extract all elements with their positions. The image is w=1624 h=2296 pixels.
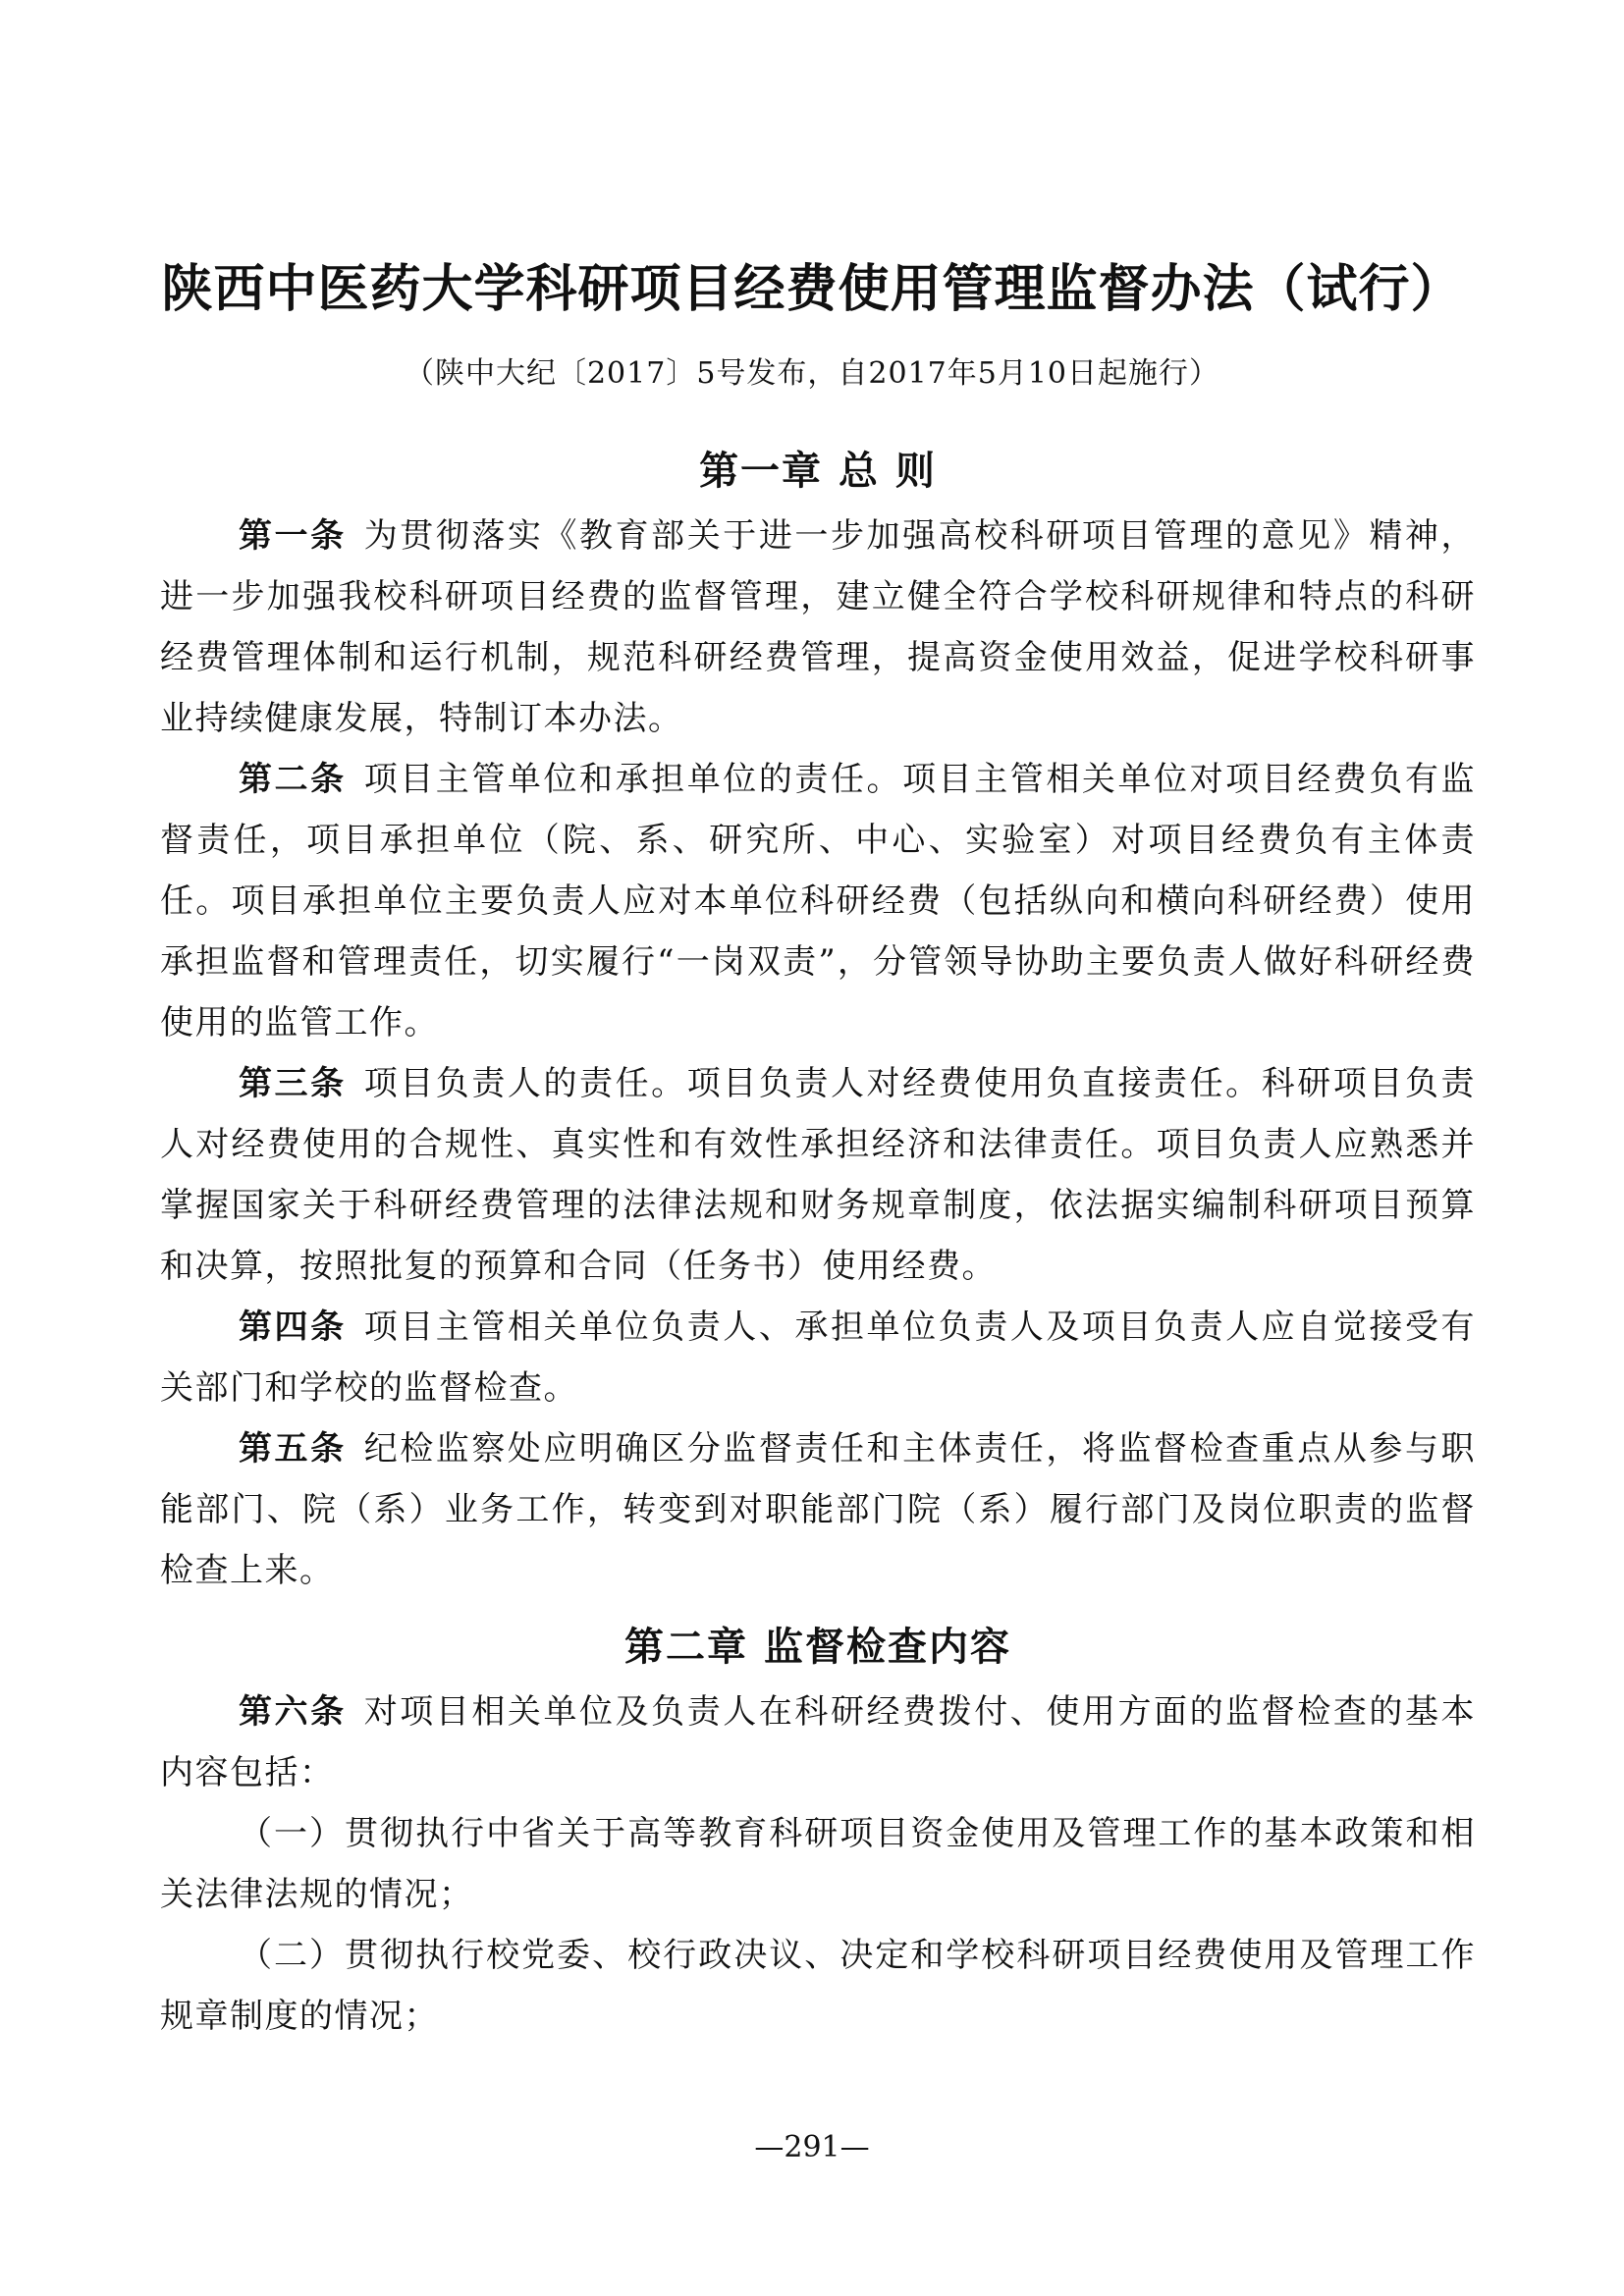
article-3-text: 项目负责人的责任。项目负责人对经费使用负直接责任。科研项目负责人对经费使用的合规性、真实性和有效性承担经济和法律责任。项目负责人应熟悉并掌握国家关于科研经费管理的法律法规和财务规章制度，依法据实编制科研项目预算和决算，按照批复的预算和合同（任务书）使用经费。 <box>160 1064 1477 1286</box>
article-5-label: 第五条 <box>239 1429 347 1468</box>
page-number: —291— <box>754 2130 870 2164</box>
article-6 <box>160 1682 1476 1803</box>
document-body <box>160 437 1476 2047</box>
article-2-label: 第二条 <box>239 760 347 799</box>
article-4-text: 项目主管相关单位负责人、承担单位负责人及项目负责人应自觉接受有关部门和学校的监督检查。 <box>160 1308 1477 1408</box>
article-1-label: 第一条 <box>239 516 347 556</box>
article-2-text: 项目主管单位和承担单位的责任。项目主管相关单位对项目经费负有监督责任，项目承担单位（院、系、研究所、中心、实验室）对项目经费负有主体责任。项目承担单位主要负责人应对本单位科研经费（包括纵向和横向科研经费）使用承担监督和管理责任，切实履行“一岗双责”，分管领导协助主要负责人做好科研经费使用的监管工作。 <box>160 760 1477 1042</box>
chapter-1-heading: 第一章 总 则 <box>699 449 937 494</box>
chapter-2-heading: 第二章 监督检查内容 <box>624 1625 1011 1670</box>
document-subtitle: （陕中大纪〔2017〕5号发布，自2017年5月10日起施行） <box>404 356 1220 391</box>
article-4-label: 第四条 <box>239 1308 347 1347</box>
list-item: （二）贯彻执行校党委、校行政决议、决定和学校科研项目经费使用及管理工作规章制度的情况； <box>160 1936 1476 2036</box>
article-1-text: 为贯彻落实《教育部关于进一步加强高校科研项目管理的意见》精神，进一步加强我校科研项目经费的监督管理，建立健全符合学校科研规律和特点的科研经费管理体制和运行机制，规范科研经费管理，提高资金使用效益，促进学校科研事业持续健康发展，特制订本办法。 <box>160 516 1477 738</box>
document-title: 陕西中医药大学科研项目经费使用管理监督办法（试行） <box>161 260 1463 319</box>
article-3 <box>160 1053 1476 1297</box>
article-6-text: 对项目相关单位及负责人在科研经费拨付、使用方面的监督检查的基本内容包括： <box>160 1692 1477 1792</box>
article-2 <box>160 749 1476 1053</box>
article-3-label: 第三条 <box>239 1064 347 1103</box>
article-5-text: 纪检监察处应明确区分监督责任和主体责任，将监督检查重点从参与职能部门、院（系）业务工作，转变到对职能部门院（系）履行部门及岗位职责的监督检查上来。 <box>160 1429 1477 1590</box>
article-1 <box>160 506 1476 749</box>
article-4 <box>160 1297 1476 1418</box>
list-item: （一）贯彻执行中省关于高等教育科研项目资金使用及管理工作的基本政策和相关法律法规的情况； <box>160 1814 1476 1914</box>
article-5 <box>160 1418 1476 1601</box>
article-6-label: 第六条 <box>239 1692 347 1732</box>
